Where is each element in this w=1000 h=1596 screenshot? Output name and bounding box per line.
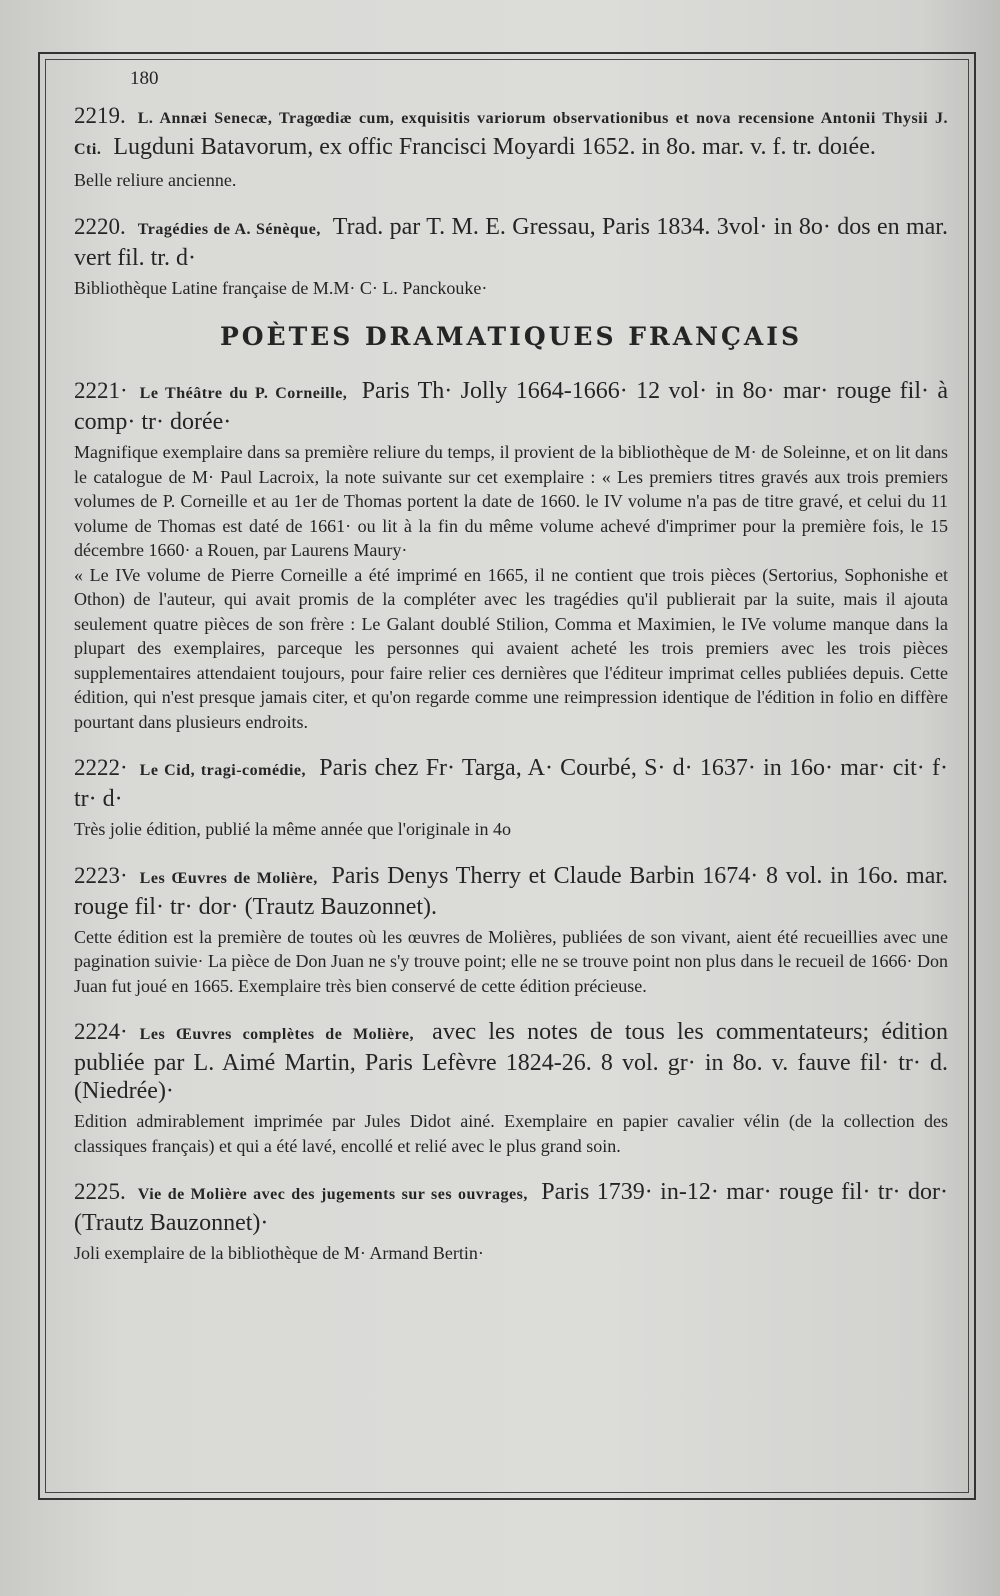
entry-number: 2219. bbox=[74, 103, 126, 128]
entry-2222 bbox=[74, 754, 948, 842]
entry-title: Vie de Molière avec des jugements sur ses ouvrages, bbox=[137, 1186, 528, 1203]
entry-note: Edition admirablement imprimée par Jules Didot ainé. Exemplaire en papier cavalier vélin (de la collection des classiques français) et qui a été lavé, encollé et relié avec le plus grand soin. bbox=[74, 1111, 948, 1156]
entry-title: Tragédies de A. Sénèque, bbox=[137, 220, 321, 238]
entry-2219 bbox=[74, 102, 948, 193]
entry-title: Le Cid, tragi-comédie, bbox=[139, 762, 307, 779]
entry-number: 2225. bbox=[74, 1179, 126, 1204]
entry-number: 2223· bbox=[74, 862, 128, 888]
entry-title: Le Théâtre du P. Corneille, bbox=[139, 385, 348, 402]
entry-2221 bbox=[74, 377, 948, 734]
entry-title: Les Œuvres de Molière, bbox=[139, 869, 318, 887]
entry-number: 2222· bbox=[74, 755, 128, 780]
entry-imprint: Paris 1739· in-12· mar· rouge fil· tr· dor· (Trautz Bauzonnet)· bbox=[74, 1179, 948, 1236]
entry-note: Belle reliure ancienne. bbox=[74, 170, 237, 190]
section-heading: POÈTES DRAMATIQUES FRANÇAIS bbox=[219, 322, 803, 351]
entry-number: 2221· bbox=[74, 378, 128, 403]
page-content bbox=[74, 68, 948, 1286]
entry-note: Magnifique exemplaire dans sa première reliure du temps, il provient de la bibliothèque de M· de Soleinne, et on lit dans le catalogue de M· Paul Lacroix, la note suivante sur cet exemplaire : « Les premiers titres gravés aux trois premiers volumes de P. Corneille et au 1er de Thomas portent la date de 1660. le IV volume n'a pas de titre gravé, et celui du 11 volume de Thomas est daté de 1661· ou lit à la fin du même volume achevé d'imprimer pour la première fois, le 15 décembre 1660· a Rouen, par Laurens Maury· bbox=[74, 442, 948, 560]
entry-note: Bibliothèque Latine française de M.M· C· L. Panckouke· bbox=[74, 277, 488, 298]
entry-note: Cette édition est la première de toutes où les œuvres de Molières, publiées de son vivant, aient été recueillies avec une pagination suivie· La pièce de Don Juan ne s'y trouve point; elle ne se trouve point non plus dans le recueil de 1666· Don Juan fut joué en 1665. Exemplaire très bien conservé de cette édition précieuse. bbox=[74, 926, 948, 996]
entry-note-quote: « Le IVe volume de Pierre Corneille a été imprimé en 1665, il ne contient que trois pièces (Sertorius, Sophonishe et Othon) de l'auteur, qui avait promis de la compléter avec les tragédies qu'il publierait par la suite, mais il ajouta seulement quatre pièces de son frère : Le Galant doublé Stilion, Comma et Maximien, le IVe volume manque dans la plupart des exemplaires, parceque les personnes qui avaient acheté les trois premiers avec les trois pièces supplementaires attendaient toujours, pour faire relier ces dernières que l'éditeur imprimat celles publiées depuis. Cette édition, qui n'est presque jamais citer, et qu'on regarde comme une reimpression identique de l'édition in folio en diffère pourtant dans plusieurs endroits. bbox=[74, 564, 948, 732]
entry-2223 bbox=[74, 862, 948, 999]
entry-2220 bbox=[74, 213, 948, 301]
entry-imprint: Trad. par T. M. E. Gressau, Paris 1834. 3vol· in 8o· dos en mar. vert fil. tr. d· bbox=[74, 213, 948, 271]
entry-imprint: Paris chez Fr· Targa, A· Courbé, S· d· 1637· in 16o· mar· cit· f· tr· d· bbox=[74, 755, 949, 812]
entry-number: 2224· bbox=[74, 1019, 128, 1044]
entry-title: L. Annæi Senecæ, Tragœdiæ cum, exquisitis variorum observationibus et nova recensione Antonii Thysii J. Cti. bbox=[74, 110, 948, 158]
entry-title: Les Œuvres complètes de Molière, bbox=[139, 1026, 414, 1043]
entry-imprint: avec les notes de tous les commentateurs; édition publiée par L. Aimé Martin, Paris Lefèvre 1824-26. 8 vol. gr· in 8o. v. fauve fil· tr· d. (Niedrée)· bbox=[74, 1019, 948, 1104]
entry-imprint: Paris Th· Jolly 1664-1666· 12 vol· in 8o· mar· rouge fil· à comp· tr· dorée· bbox=[74, 378, 949, 435]
entry-number: 2220. bbox=[74, 213, 126, 239]
entry-2224 bbox=[74, 1018, 948, 1158]
entry-2225 bbox=[74, 1178, 948, 1266]
entry-note: Très jolie édition, publié la même année que l'originale in 4o bbox=[74, 819, 511, 839]
entry-note: Joli exemplaire de la bibliothèque de M· Armand Bertin· bbox=[74, 1243, 484, 1263]
page-number: 180 bbox=[130, 68, 159, 89]
entry-imprint: Lugduni Batavorum, ex offic Francisci Moyardi 1652. in 8o. mar. v. f. tr. doıée. bbox=[113, 134, 876, 160]
entry-imprint: Paris Denys Therry et Claude Barbin 1674· 8 vol. in 16o. mar. rouge fil· tr· dor· (Trautz Bauzonnet). bbox=[74, 862, 949, 920]
